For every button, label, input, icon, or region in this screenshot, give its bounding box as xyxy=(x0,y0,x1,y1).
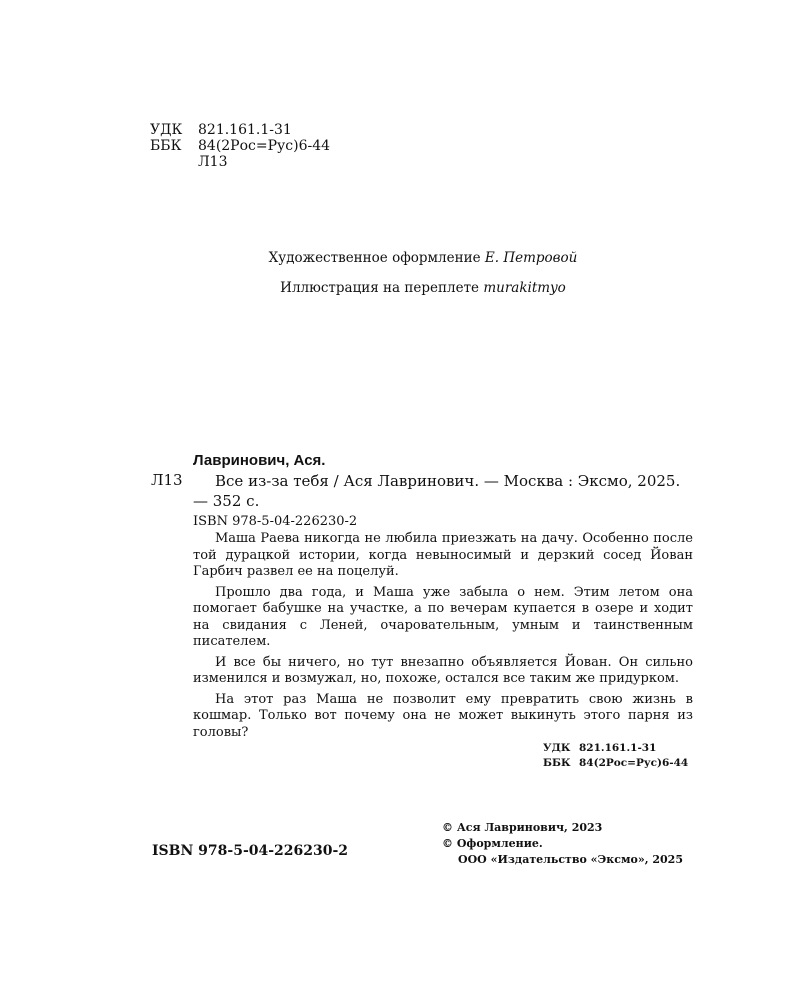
right-bbk-value: 84(2Рос=Рус)6-44 xyxy=(579,757,689,769)
right-bbk-label: ББК xyxy=(543,757,571,769)
design-credit xyxy=(0,250,800,266)
illustration-credit-name: murakitmyo xyxy=(483,280,566,296)
illustration-credit-prefix: Иллюстрация на переплете xyxy=(280,280,484,296)
author-code-row xyxy=(150,154,330,170)
isbn-bottom: ISBN 978-5-04-226230-2 xyxy=(152,843,349,859)
copyright-author: © Ася Лавринович, 2023 xyxy=(442,821,603,834)
author-code: Л13 xyxy=(198,154,228,170)
right-udk-value: 821.161.1-31 xyxy=(579,742,657,754)
annotation-paragraph: Маша Раева никогда не любила приезжать на дачу. Особенно после той дурацкой истории, когда невыносимый и дерзкий сосед Йован Гарбич развел ее на поцелуй. xyxy=(193,531,693,579)
copyright-block xyxy=(442,820,683,868)
bibliographic-record: Все из-за тебя / Ася Лавринович. — Москва : Эксмо, 2025. — 352 с. xyxy=(193,472,681,510)
annotation-paragraph: И все бы ничего, но тут внезапно объявляется Йован. Он сильно изменился и возмужал, но, похоже, остался все таким же придурком. xyxy=(193,654,693,686)
right-udk-row xyxy=(543,741,688,756)
bbk-row xyxy=(150,138,330,154)
right-classification xyxy=(543,741,688,771)
udk-value: 821.161.1-31 xyxy=(198,122,292,138)
right-bbk-row xyxy=(543,756,688,771)
right-udk-label: УДК xyxy=(543,742,571,754)
bibliographic-isbn: ISBN 978-5-04-226230-2 xyxy=(193,514,358,529)
annotation-paragraph: Прошло два года, и Маша уже забыла о нем. Этим летом она помогает бабушке на участке, а по вечерам купается в озере и ходит на свидания с Леней, очаровательным, умным и таинственным писателем. xyxy=(193,584,693,649)
design-credit-name: Е. Петровой xyxy=(484,250,578,266)
classification-block xyxy=(150,122,330,170)
bibliographic-code: Л13 xyxy=(151,471,183,489)
design-credit-prefix: Художественное оформление xyxy=(268,250,485,266)
bbk-value: 84(2Рос=Рус)6-44 xyxy=(198,138,331,154)
udk-label: УДК xyxy=(150,122,183,138)
udk-row xyxy=(150,122,330,138)
copyright-publisher: ООО «Издательство «Эксмо», 2025 xyxy=(458,853,683,866)
annotation xyxy=(193,531,693,745)
bbk-label: ББК xyxy=(150,138,182,154)
bibliographic-author: Лавринович, Ася. xyxy=(193,452,326,469)
illustration-credit xyxy=(0,280,800,296)
annotation-paragraph: На этот раз Маша не позволит ему превратить свою жизнь в кошмар. Только вот почему она не может выкинуть этого парня из головы? xyxy=(193,691,693,740)
copyright-design: © Оформление. xyxy=(442,837,543,850)
